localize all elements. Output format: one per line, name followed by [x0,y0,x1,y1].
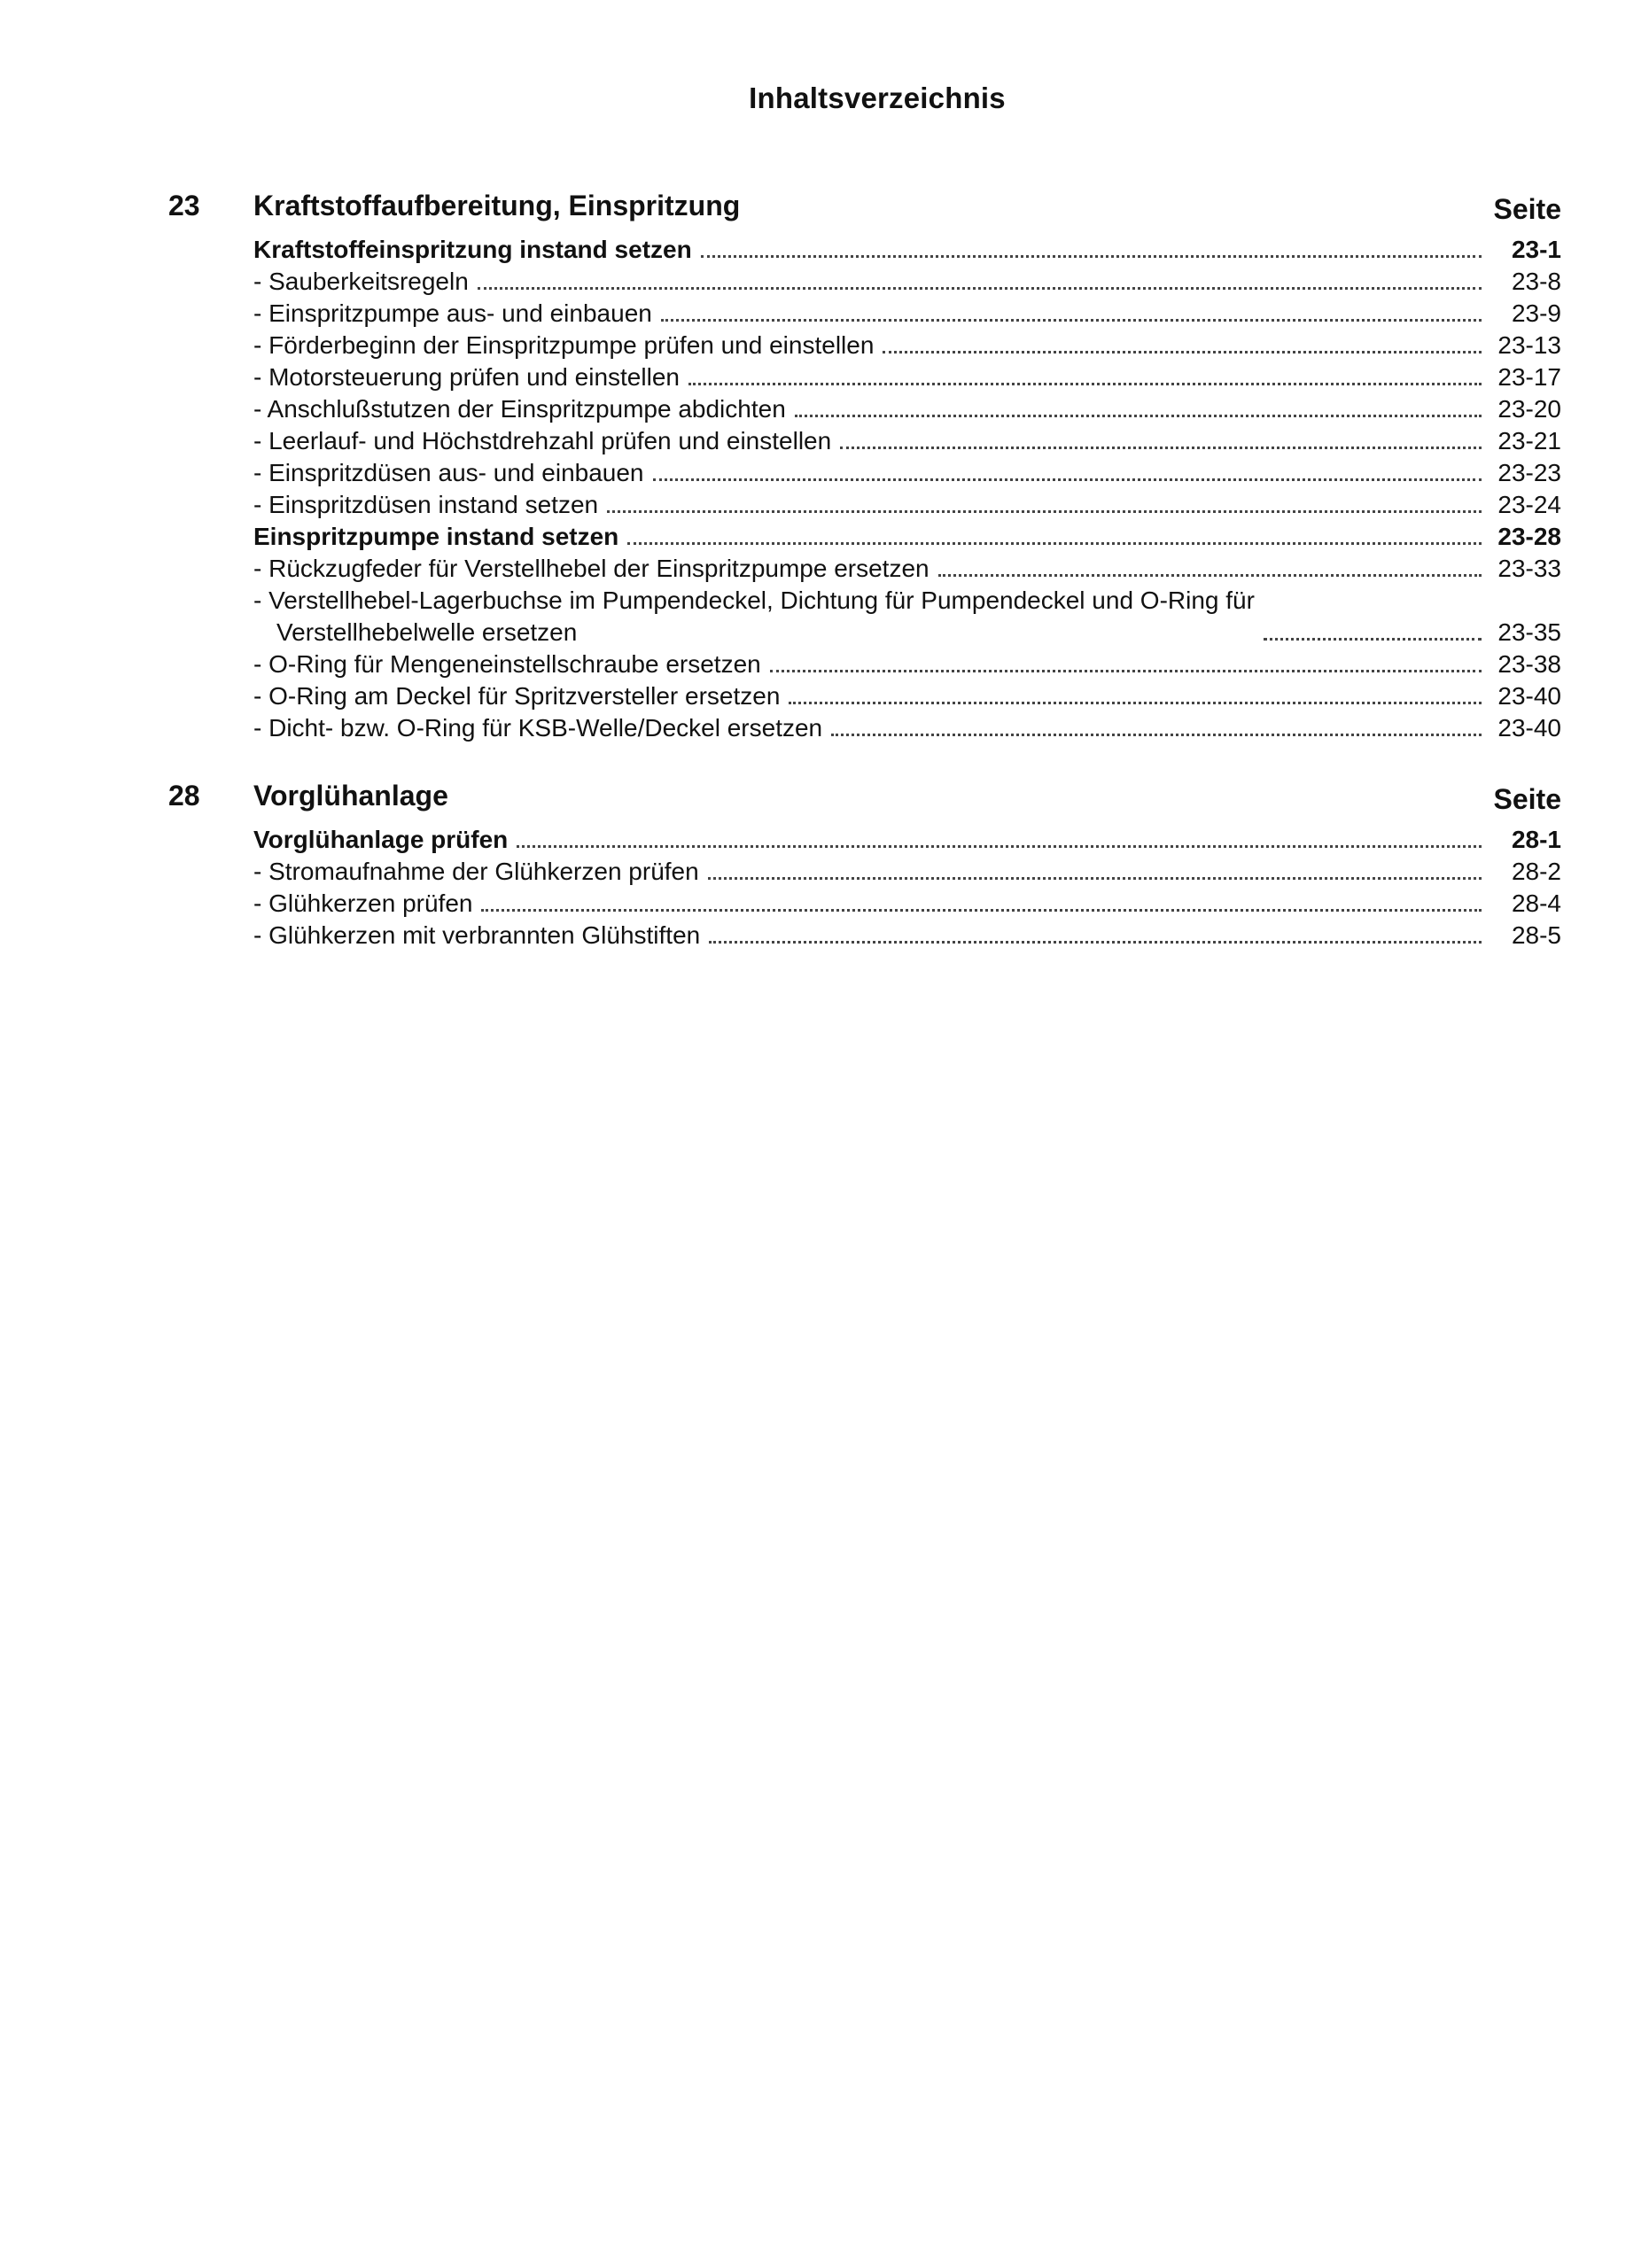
dot-leader [688,381,1482,385]
dot-leader [938,572,1482,577]
dot-leader [883,349,1482,353]
entry-page: 23-23 [1497,459,1561,486]
entry-page: 23-21 [1497,427,1561,454]
toc-entry[interactable] [253,489,1561,521]
toc-entry[interactable] [253,330,1561,361]
toc-entry[interactable] [253,856,1561,888]
toc-entry[interactable] [253,712,1561,744]
entry-page: 23-20 [1497,395,1561,423]
toc-section-23 [168,190,1561,774]
section-title: Vorglühanlage [253,780,448,812]
toc-entry[interactable] [253,824,1561,856]
entry-text-line-1: - Verstellhebel-Lagerbuchse im Pumpendeckel, Dichtung für Pumpendeckel und O-Ring für [253,586,1255,614]
entry-page: 23-38 [1497,650,1561,678]
entry-page: 23-13 [1497,331,1561,359]
entry-page: 23-1 [1511,236,1561,263]
dot-leader [481,907,1482,912]
entry-page: 23-35 [1497,618,1561,646]
entry-text: - Einspritzdüsen aus- und einbauen [253,459,644,486]
section-number: 28 [168,780,200,812]
dot-leader [795,413,1482,417]
toc-entry[interactable] [253,266,1561,298]
toc-entry[interactable] [253,393,1561,425]
toc-entry[interactable] [253,920,1561,951]
dot-leader [709,939,1482,944]
entry-page: 23-40 [1497,714,1561,742]
entry-text: - Stromaufnahme der Glühkerzen prüfen [253,858,699,885]
entry-text: - Sauberkeitsregeln [253,268,469,295]
toc-entry[interactable] [253,425,1561,457]
dot-leader [661,317,1482,322]
entry-text: Kraftstoffeinspritzung instand setzen [253,236,692,263]
entry-text: - O-Ring am Deckel für Spritzversteller ersetzen [253,682,781,710]
dot-leader [1264,636,1482,641]
entry-page: 23-8 [1511,268,1561,295]
entry-text-line-2: Verstellhebelwelle ersetzen [276,618,578,646]
dot-leader [653,477,1482,481]
dot-leader [478,285,1482,290]
entry-page: 23-40 [1497,682,1561,710]
toc-entry[interactable] [253,680,1561,712]
section-title: Kraftstoffaufbereitung, Einspritzung [253,190,741,221]
entry-text: - Einspritzpumpe aus- und einbauen [253,299,652,327]
toc-entry[interactable] [253,298,1561,330]
entry-page: 28-1 [1511,826,1561,853]
entry-text: - Förderbeginn der Einspritzpumpe prüfen und einstellen [253,331,875,359]
section-header [168,190,1561,234]
entry-page: 23-28 [1497,523,1561,550]
toc-entry[interactable] [253,457,1561,489]
dot-leader [701,253,1482,258]
entry-text: Einspritzpumpe instand setzen [253,523,619,550]
dot-leader [607,509,1482,513]
entry-text: - O-Ring für Mengeneinstellschraube ersetzen [253,650,761,678]
toc-entry[interactable] [253,361,1561,393]
toc-entry[interactable] [253,553,1561,585]
dot-leader [708,875,1482,880]
entry-text: - Leerlauf- und Höchstdrehzahl prüfen und einstellen [253,427,832,454]
section-number: 23 [168,190,200,221]
dot-leader [831,732,1482,736]
entry-text: - Dicht- bzw. O-Ring für KSB-Welle/Deckel ersetzen [253,714,823,742]
entry-text: - Einspritzdüsen instand setzen [253,491,599,518]
entry-text: - Anschlußstutzen der Einspritzpumpe abdichten [253,395,786,423]
toc-entries [253,824,1561,951]
dot-leader [627,540,1482,545]
entry-text [253,585,1255,649]
entry-page: 28-2 [1511,858,1561,885]
entry-text: - Motorsteuerung prüfen und einstellen [253,363,680,391]
dot-leader [770,668,1482,672]
entry-page: 28-5 [1511,921,1561,949]
toc-entry[interactable] [253,585,1561,649]
dot-leader [789,700,1482,704]
seite-label: Seite [1493,193,1561,225]
entry-text: Vorglühanlage prüfen [253,826,509,853]
toc-entry[interactable] [253,234,1561,266]
entry-text: - Glühkerzen prüfen [253,889,473,917]
page-title: Inhaltsverzeichnis [749,82,1006,114]
entry-page: 28-4 [1511,889,1561,917]
dot-leader [517,843,1482,848]
entry-page: 23-9 [1511,299,1561,327]
toc-section-28 [168,780,1561,975]
toc-entry[interactable] [253,521,1561,553]
entry-page: 23-33 [1497,555,1561,582]
entry-text: - Rückzugfeder für Verstellhebel der Einspritzpumpe ersetzen [253,555,930,582]
entry-page: 23-24 [1497,491,1561,518]
dot-leader [840,445,1482,449]
section-header [168,780,1561,824]
entry-page: 23-17 [1497,363,1561,391]
entry-text: - Glühkerzen mit verbrannten Glühstiften [253,921,701,949]
toc-entries [253,234,1561,744]
toc-entry[interactable] [253,888,1561,920]
seite-label: Seite [1493,783,1561,815]
toc-entry[interactable] [253,649,1561,680]
